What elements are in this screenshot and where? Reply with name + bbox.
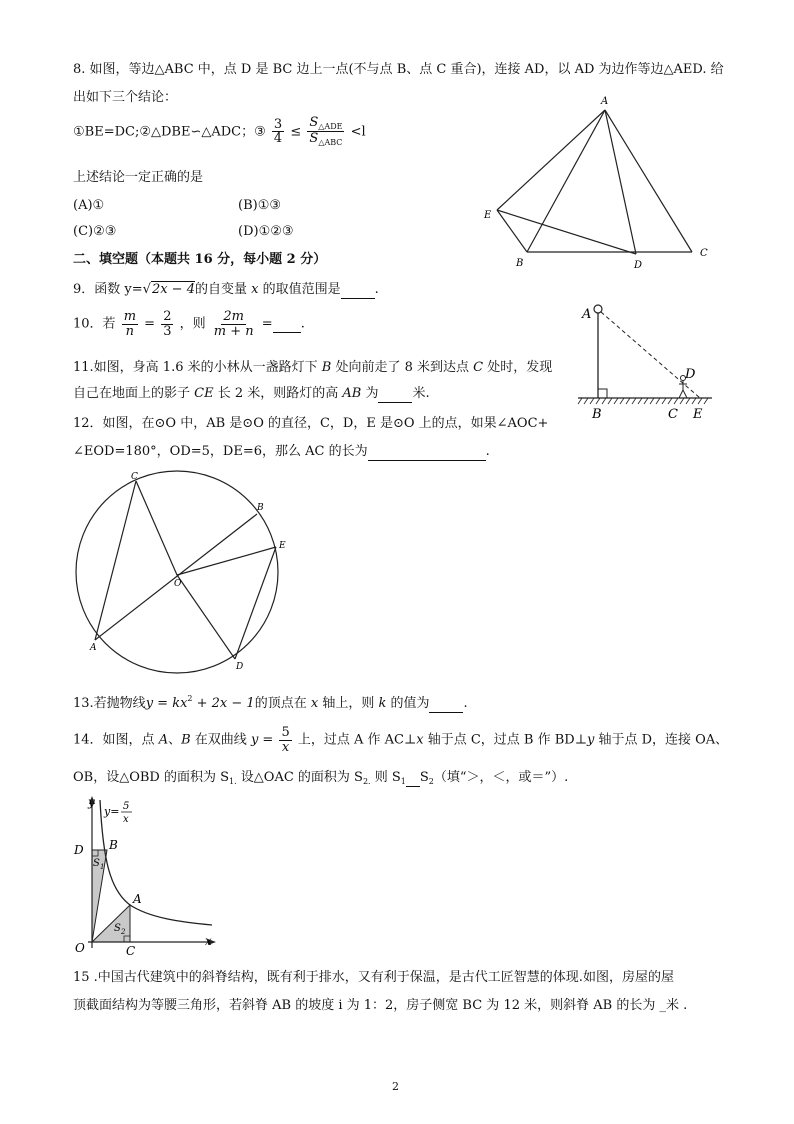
q8-option-b: (B)①③ xyxy=(238,198,282,213)
q12-label-O: O xyxy=(174,579,182,589)
q14-l2d: （填“＞，＜，或＝”）. xyxy=(433,770,569,785)
q14-label-curve-x: x xyxy=(123,814,129,825)
q11-B: B xyxy=(321,360,332,375)
q14-label-B: B xyxy=(109,838,118,852)
q14-xaxis: x xyxy=(416,732,424,748)
q14-l1c: 上，过点 A 作 AC⊥ xyxy=(297,732,417,748)
q14-label-O: O xyxy=(75,941,85,955)
q14-label-S1: S xyxy=(93,858,100,869)
q10-pre: 10．若 xyxy=(73,316,116,332)
q14-label-y: y xyxy=(88,795,95,809)
q8-label-B: B xyxy=(516,258,524,269)
num: 3 xyxy=(273,116,283,132)
q14-l1e: 轴于点 D，连接 OA、 xyxy=(594,732,729,748)
q14-l2a: OB，设△OBD 的面积为 S xyxy=(73,770,230,785)
q11-l1a: 11.如图，身高 1.6 米的小林从一盏路灯下 xyxy=(73,360,322,375)
q15-line1: 15 .中国古代建筑中的斜脊结构，既有利于排水，又有利于保温，是古代工匠智慧的体现.如图，房屋的屋 xyxy=(73,970,674,985)
q8-le: ≤ xyxy=(290,124,302,140)
q9-pre: 9．函数 y= xyxy=(73,282,143,297)
s: S xyxy=(309,115,319,130)
q14-l1a: 14．如图，点 xyxy=(73,732,159,748)
page-number: 2 xyxy=(392,1080,399,1093)
q10-then: ，则 xyxy=(179,316,206,332)
q11-label-C: C xyxy=(668,407,678,422)
q10-end: . xyxy=(300,316,305,332)
q14-label-S2: S xyxy=(114,923,121,934)
q11-label-B: B xyxy=(592,407,602,422)
q8-conclusions-text: ①BE=DC;②△DBE∽△ADC；③ xyxy=(73,124,266,140)
sub: △ADE xyxy=(318,122,343,131)
s: S xyxy=(309,131,319,147)
num: 2 xyxy=(163,309,172,324)
q14-A: A xyxy=(158,732,169,748)
den: 4 xyxy=(273,131,283,147)
q14-l2c: 则 S xyxy=(370,770,401,785)
q11-l1b: 处向前走了 8 米到达点 xyxy=(331,360,474,375)
q14-label-curve-y: y= xyxy=(104,805,120,818)
q12-label-B: B xyxy=(257,503,264,513)
q13-post1: 的顶点在 xyxy=(254,696,311,711)
num: m xyxy=(123,309,137,324)
q11-AB: AB xyxy=(342,386,362,401)
q11-label-D: D xyxy=(685,367,696,382)
den: n xyxy=(125,323,135,339)
q14-sub2: 2. xyxy=(362,777,371,786)
q14-B: B xyxy=(181,732,191,748)
q11-label-A: A xyxy=(582,307,592,322)
q14-S2: S xyxy=(419,770,429,785)
q14-yaxis: y xyxy=(586,732,595,748)
q15-line2: 顶截面结构为等腰三角形，若斜脊 AB 的坡度 i 为 1：2，房子侧宽 BC 为 12 米，则斜脊 AB 的长为 _米 . xyxy=(73,998,688,1013)
q14-label-C: C xyxy=(126,944,136,958)
q14-label-A: A xyxy=(133,892,142,906)
num: 5 xyxy=(281,725,290,740)
q8-prompt: 上述结论一定正确的是 xyxy=(73,170,204,185)
q14-sub4: 2 xyxy=(428,777,434,786)
q12-line1: 12．如图，在⊙O 中，AB 是⊙O 的直径，C，D，E 是⊙O 上的点，如果∠AOC+ xyxy=(73,416,549,431)
den: 3 xyxy=(163,323,172,339)
q12-label-D: D xyxy=(236,662,244,672)
q11-C: C xyxy=(473,360,484,375)
q14-sep: 、 xyxy=(168,732,182,748)
q13-x: x xyxy=(310,696,319,711)
q12-label-A: A xyxy=(90,643,97,653)
q8-label-C: C xyxy=(700,248,708,259)
q13-sq: 2 xyxy=(187,694,193,703)
q8-option-c: (C)②③ xyxy=(73,224,117,239)
den: m + n xyxy=(213,323,254,339)
sub: △ABC xyxy=(318,138,343,148)
q13-post2: 轴上，则 xyxy=(318,696,379,711)
q14-label-S2-sub: 2 xyxy=(121,928,126,936)
q14-l2b: 设△OAC 的面积为 S xyxy=(236,770,363,785)
q14-label-curve-5: 5 xyxy=(123,801,130,812)
q12-label-E: E xyxy=(279,541,286,551)
q14-sub3: 1 xyxy=(400,777,406,786)
q12-l2: ∠EOD=180°，OD=5，DE=6，那么 AC 的长为 xyxy=(73,444,368,459)
q8-option-a: (A)① xyxy=(73,198,105,213)
q13-post3: 的值为 xyxy=(386,696,430,711)
q13-k: k xyxy=(378,696,387,711)
q13-end: . xyxy=(463,696,468,711)
q8-label-E: E xyxy=(484,210,492,221)
q11-label-E: E xyxy=(693,407,703,422)
q11-l2d: 米. xyxy=(412,386,430,401)
q11-l2b: 长 2 米，则路灯的高 xyxy=(213,386,343,401)
section2-heading: 二、填空题（本题共 16 分，每小题 2 分） xyxy=(73,252,327,267)
q9-sqrt-sign: √ xyxy=(142,282,151,297)
q9-end: . xyxy=(374,282,379,297)
q14-sub1: 1. xyxy=(229,777,237,786)
q14-label-S1-sub: 1 xyxy=(100,863,105,871)
q9-post1: 的自变量 xyxy=(194,282,252,297)
den: x xyxy=(281,739,290,755)
q10-eq2: = xyxy=(261,316,273,332)
q14-yeq: y = xyxy=(250,732,274,748)
q11-CE: CE xyxy=(194,386,214,401)
q8-line2: 出如下三个结论： xyxy=(73,90,178,105)
q14-label-x: x xyxy=(205,934,212,948)
q13-formula-b: + 2x − 1 xyxy=(192,696,255,711)
q13-formula-a: y = kx xyxy=(145,696,188,711)
q11-l2c: 为 xyxy=(361,386,379,401)
q8-label-A: A xyxy=(601,96,609,107)
q13-pre: 13.若抛物线 xyxy=(73,696,146,711)
q9-var: x xyxy=(251,282,259,297)
q9-post2: 的取值范围是 xyxy=(258,282,341,297)
q12-end: . xyxy=(485,444,490,459)
q14-l1d: 轴于点 C，过点 B 作 BD⊥ xyxy=(423,732,587,748)
q8-lt1: <l xyxy=(350,124,366,140)
q11-l2a: 自己在地面上的影子 xyxy=(73,386,195,401)
q10-eq1: = xyxy=(144,316,156,332)
q9-radicand: 2x − 4 xyxy=(151,282,195,297)
q14-l1b: 在双曲线 xyxy=(190,732,247,748)
q14-label-D: D xyxy=(74,843,84,857)
num: 2m xyxy=(223,309,245,324)
q8-label-D: D xyxy=(634,260,643,271)
q8-line1: 8. 如图，等边△ABC 中，点 D 是 BC 边上一点(不与点 B、点 C 重合)，连接 AD，以 AD 为边作等边△AED. 给 xyxy=(73,62,724,77)
q14-hyperbola-curve xyxy=(100,800,212,925)
q8-option-d: (D)①②③ xyxy=(238,224,294,239)
q12-label-C: C xyxy=(131,472,138,482)
q11-l1c: 处时，发现 xyxy=(483,360,553,375)
